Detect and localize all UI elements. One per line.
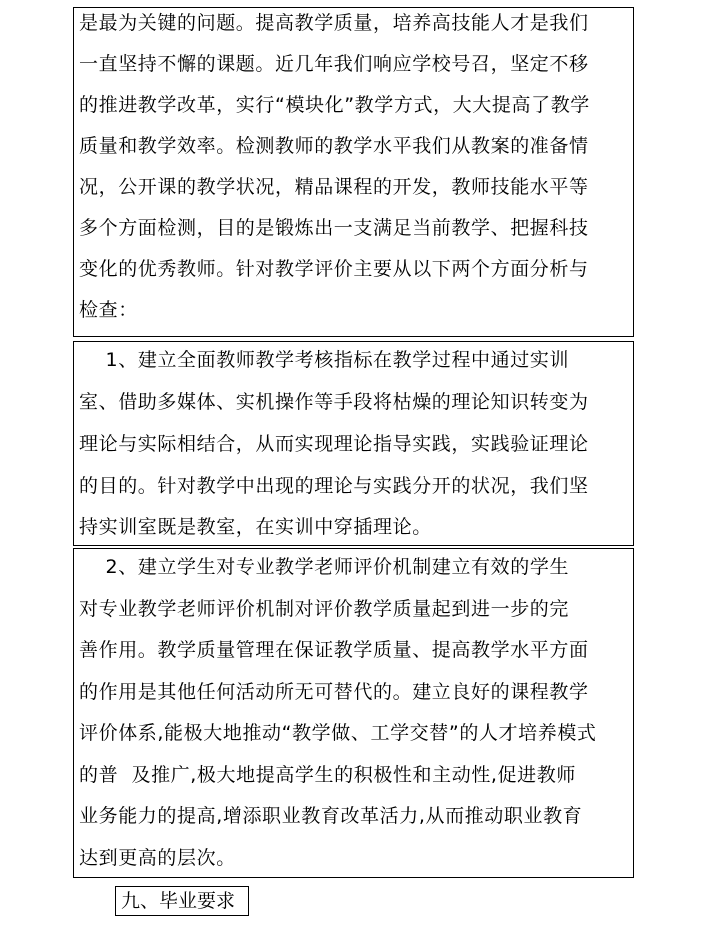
text-line: 的推进教学改革，实行“模块化”教学方式，大大提高了教学 — [79, 94, 590, 116]
text-box-item-2 — [73, 548, 634, 878]
text-line: 理论与实际相结合，从而实现理论指导实践，实践验证理论 — [79, 433, 589, 455]
text-line: 室、借助多媒体、实机操作等手段将枯燥的理论知识转变为 — [79, 391, 589, 413]
text-line: 持实训室既是教室，在实训中穿插理论。 — [79, 516, 432, 538]
text-line: 多个方面检测，目的是锻炼出一支满足当前教学、把握科技 — [79, 217, 589, 239]
text-line: 质量和教学效率。检测教师的教学水平我们从教案的准备情 — [79, 135, 589, 157]
text-line: 2、建立学生对专业教学老师评价机制建立有效的学生 — [79, 556, 570, 578]
text-box-item-1 — [73, 341, 634, 546]
text-line: 是最为关键的问题。提高教学质量，培养高技能人才是我们 — [79, 12, 589, 34]
text-line: 变化的优秀教师。针对教学评价主要从以下两个方面分析与 — [79, 258, 589, 280]
text-line: 善作用。教学质量管理在保证教学质量、提高教学水平方面 — [79, 639, 589, 661]
text-line: 一直坚持不懈的课题。近几年我们响应学校号召，坚定不移 — [79, 53, 589, 75]
section-heading: 九、毕业要求 — [115, 886, 249, 916]
text-line: 达到更高的层次。 — [79, 847, 236, 869]
text-line: 评价体系,能极大地推动“教学做、工学交替”的人才培养模式 — [79, 722, 597, 744]
text-line: 的普 及推广,极大地提高学生的积极性和主动性,促进教师 — [79, 764, 576, 786]
text-line: 1、建立全面教师教学考核指标在教学过程中通过实训 — [79, 349, 570, 371]
text-line: 对专业教学老师评价机制对评价教学质量起到进一步的完 — [79, 598, 570, 620]
text-line: 的作用是其他任何活动所无可替代的。建立良好的课程教学 — [79, 681, 589, 703]
text-line: 业务能力的提高,增添职业教育改革活力,从而推动职业教育 — [79, 805, 583, 827]
text-line: 况，公开课的教学状况，精品课程的开发，教师技能水平等 — [79, 176, 589, 198]
text-line: 检查： — [79, 299, 138, 321]
text-line: 的目的。针对教学中出现的理论与实践分开的状况，我们坚 — [79, 475, 589, 497]
text-box-intro — [73, 7, 634, 337]
